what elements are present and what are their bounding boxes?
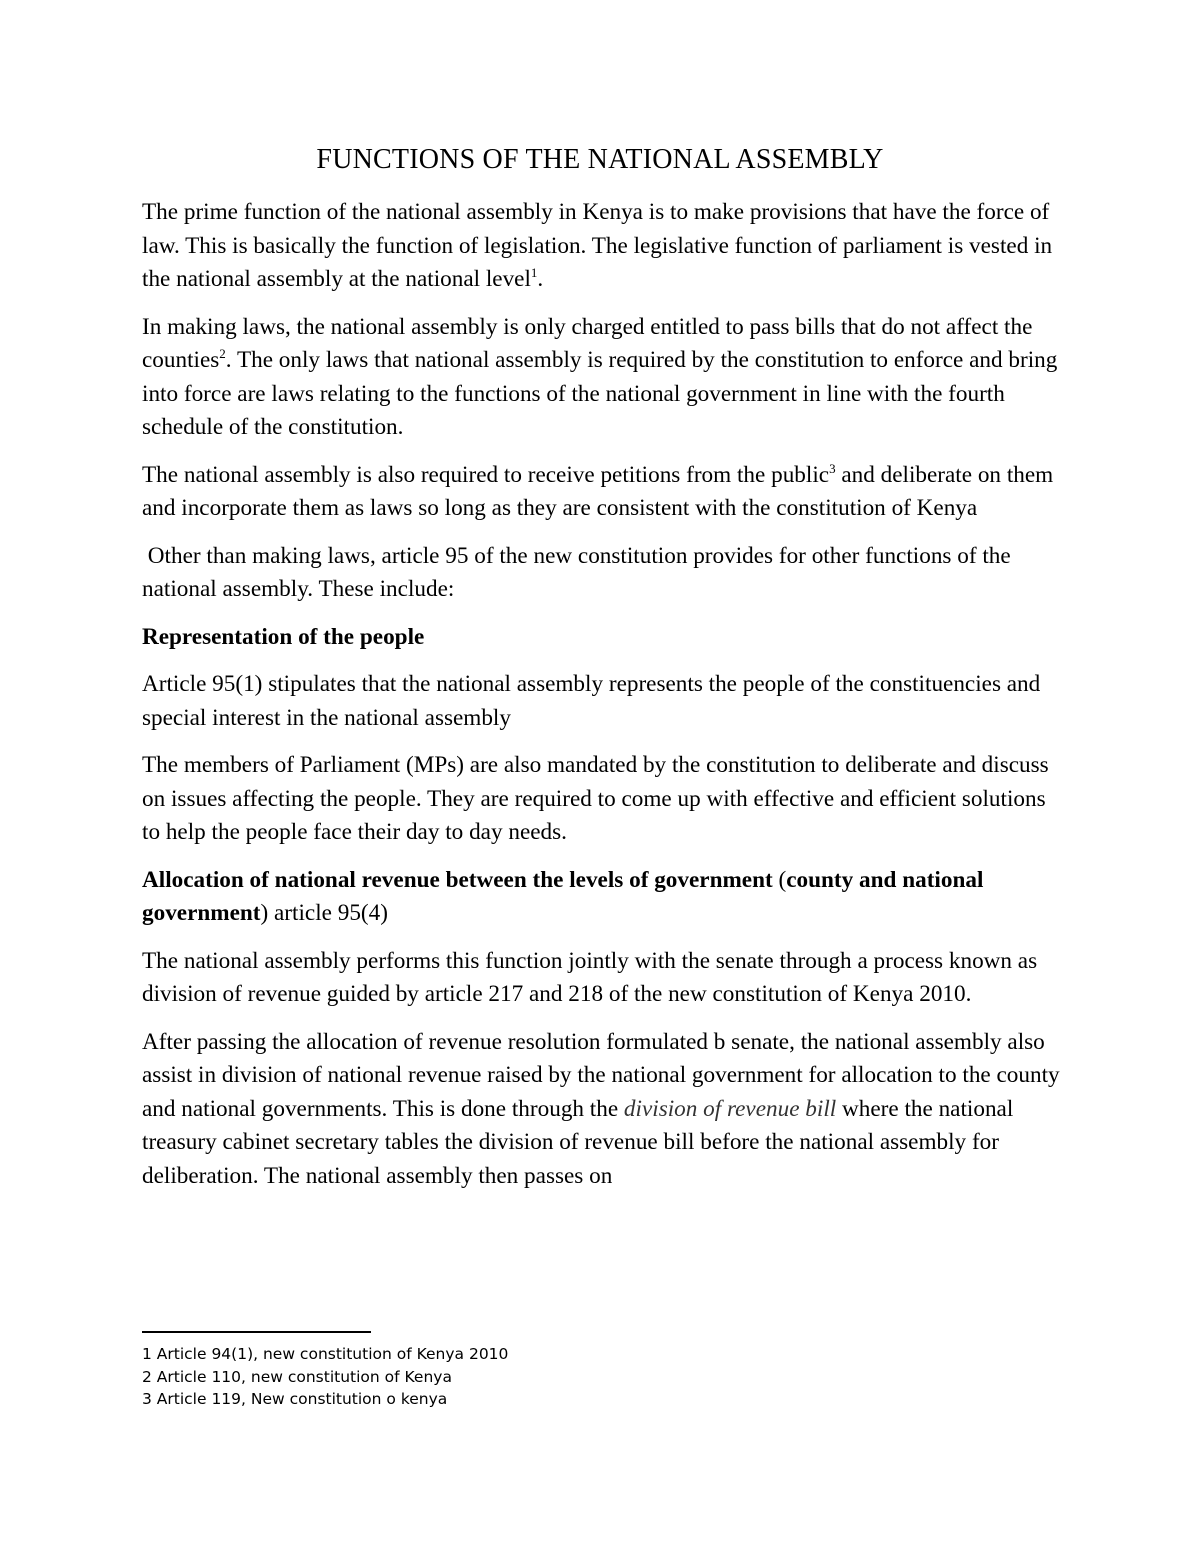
paragraph-text: The prime function of the national assembly in Kenya is to make provisions that have the force of law. This is basically the function of legislation. The legislative function of parliament is vested in the national assembly at the national level (142, 199, 1053, 292)
paragraph-text-end: . (537, 266, 544, 292)
paragraph-text: The national assembly is also required to receive petitions from the public (142, 461, 830, 488)
paragraph-text: After passing the allocation of revenue resolution formulated b senate, the national assembly also assist in division of national revenue raised by the national government for allocation to the county and national governments. This is done through the (142, 1028, 1060, 1122)
paragraph-division-of-revenue: The national assembly performs this function jointly with the senate through a process known as division of revenue guided by article 217 and 218 of the new constitution of Kenya 2010. (142, 947, 1038, 1007)
heading-allocation-paren-open: ( (772, 866, 787, 893)
paragraph-article-95-1: Article 95(1) stipulates that the national assembly represents the people of the constituencies and special interest in the national assembly (142, 671, 1041, 731)
heading-allocation-bold-a: Allocation of national revenue between the levels of government (142, 866, 773, 893)
footnote-3: 3 Article 119, New constitution o kenya (142, 1390, 448, 1408)
paragraph-revenue-bill (142, 1026, 1062, 1194)
footnote-ref-1[interactable]: 1 (530, 265, 538, 280)
paragraph-other-functions: Other than making laws, article 95 of the new constitution provides for other functions of the national assembly. These include: (142, 542, 1017, 602)
footnote-2: 2 Article 110, new constitution of Kenya (142, 1367, 452, 1386)
heading-representation: Representation of the people (142, 623, 425, 650)
paragraph-making-laws (142, 311, 1062, 445)
paragraph-text-cont: . The only laws that national assembly is required by the constitution to enforce and bring into force are laws relating to the functions of the national government in line with the fourth schedule of the constitution. (142, 347, 1058, 440)
heading-allocation-bold-b: county and national government (142, 866, 984, 926)
italic-bill-name: division of revenue bill (623, 1095, 837, 1122)
paragraph-text-cont: and deliberate on them and incorporate them as laws so long as they are consistent with the constitution of Kenya (142, 461, 1054, 521)
paragraph-text: In making laws, the national assembly is only charged entitled to pass bills that do not affect the counties (142, 313, 1033, 373)
footnote-separator (142, 1331, 371, 1333)
heading-allocation-article: ) article 95(4) (260, 900, 388, 926)
footnote-1: 1 Article 94(1), new constitution of Kenya 2010 (142, 1345, 509, 1363)
paragraph-mps: The members of Parliament (MPs) are also mandated by the constitution to deliberate and discuss on issues affecting the people. They are required to come up with effective and efficient solutions to help the people face their day to day needs. (142, 752, 1049, 845)
paragraph-petitions (142, 459, 1062, 526)
footnote-ref-3[interactable]: 3 (829, 460, 836, 476)
footnote-ref-2[interactable]: 2 (219, 346, 226, 361)
heading-allocation (142, 864, 1062, 931)
paragraph-text-cont: where the national treasury cabinet secretary tables the division of revenue bill before the national assembly for deliberation. The national assembly then passes on (142, 1095, 1014, 1189)
paragraph-legislation (142, 196, 1062, 297)
page-title: FUNCTIONS OF THE NATIONAL ASSEMBLY (316, 144, 884, 175)
document-body (142, 196, 1062, 1207)
footnotes (142, 1343, 1062, 1411)
